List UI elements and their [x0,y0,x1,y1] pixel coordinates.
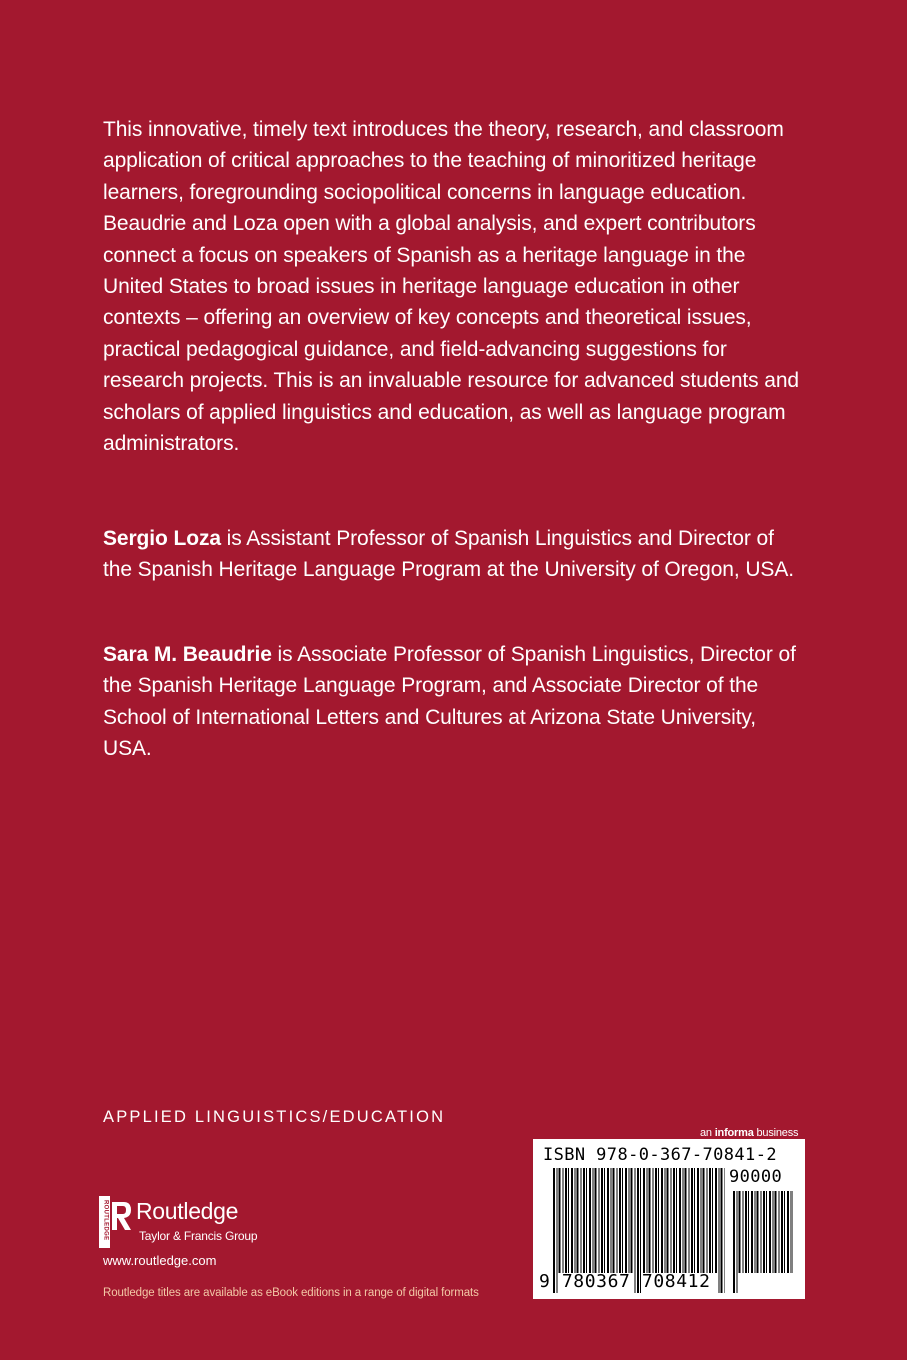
author-bio-text: is Assistant Professor of Spanish Linguistics and Director of the Spanish Heritage Language Program at the University of Oregon, USA. [103,527,794,582]
publisher-name: Routledge [136,1198,239,1224]
publisher-group: Taylor & Francis Group [139,1229,258,1243]
barcode-bar [577,1168,579,1273]
price-code: 90000 [729,1167,783,1187]
barcode-bar [779,1191,780,1273]
barcode-bar [769,1191,771,1273]
barcode-bar [712,1168,713,1273]
barcode-bar [775,1191,777,1273]
isbn-barcode [533,1139,805,1299]
barcode-bar [601,1168,603,1273]
barcode-bar [643,1168,645,1273]
barcode-bar [625,1168,627,1273]
barcode-bar [599,1168,600,1273]
barcode-bar [617,1168,618,1273]
barcode-bar [784,1191,785,1273]
barcode-bar [647,1168,648,1273]
barcode-bar [763,1191,765,1273]
author-bio-loza [103,523,803,586]
barcode-bar [766,1191,767,1273]
barcode-bar [733,1191,735,1293]
barcode-bar [709,1168,711,1273]
barcode-bar [631,1168,633,1273]
barcode-bar [649,1168,651,1273]
barcode-bar [589,1168,591,1273]
barcode-bar [721,1168,723,1293]
barcode-bar [691,1168,693,1273]
barcode-digits: 9 780367 708412 [539,1271,711,1292]
barcode-bar [571,1168,573,1273]
barcode-bar [661,1168,663,1273]
barcode-bar [575,1168,576,1273]
barcode-bar [586,1168,587,1273]
barcode-bar [568,1168,569,1273]
barcode-bar [581,1168,582,1273]
author-bio-text: is Associate Professor of Spanish Linguistics, Director of the Spanish Heritage Language Program, and Associate Director of the School of International Letters and Cultures at Arizona State University, USA. [103,643,796,761]
barcode-bar [703,1168,705,1273]
informa-brand: informa [714,1127,754,1139]
barcode-bar [737,1191,738,1293]
barcode-bar [781,1191,783,1273]
barcode-bar [563,1168,564,1273]
barcode-bar [689,1168,690,1273]
barcode-bar [559,1168,561,1273]
barcode-bar [583,1168,585,1273]
barcode-bar [593,1168,594,1273]
barcode-bar [683,1168,684,1273]
author-bio-beaudrie [103,639,803,765]
barcode-bar [685,1168,687,1273]
barcode-bar [653,1168,654,1273]
barcode-bar [604,1168,605,1273]
barcode-bar [748,1191,749,1273]
publisher-website[interactable]: www.routledge.com [103,1253,217,1268]
ebook-availability-note: Routledge titles are available as eBook editions in a range of digital formats [103,1287,479,1299]
barcode-bar [611,1168,612,1273]
barcode-bar [761,1191,762,1273]
barcode-bar [707,1168,708,1273]
barcode-bar [658,1168,659,1273]
barcode-bar [725,1168,726,1293]
barcode-bar [697,1168,699,1273]
author-name: Sergio Loza [103,527,221,550]
barcode-bar [667,1168,669,1273]
barcode-bar [791,1191,792,1273]
barcode-bar [751,1191,753,1273]
barcode-bar [676,1168,677,1273]
barcode-bar [793,1191,794,1273]
barcode-bar [757,1191,759,1273]
barcode-bar [619,1168,621,1273]
barcode-bar [715,1168,717,1273]
barcode-bar [665,1168,666,1273]
barcode-bar [655,1168,657,1273]
barcode-bar [673,1168,675,1273]
barcode-bar [694,1168,695,1273]
barcode-bar [622,1168,623,1273]
informa-business-tag: an informa business [700,1127,799,1139]
routledge-logo-icon [98,1196,132,1248]
barcode-bar [671,1168,672,1273]
barcode-bar [679,1168,681,1273]
barcode-bar [743,1191,744,1273]
barcode-bars-addon [733,1191,793,1293]
barcode-bar [607,1168,609,1273]
barcode-bar [565,1168,567,1273]
isbn-number: ISBN 978-0-367-70841-2 [543,1145,777,1165]
barcode-bar [773,1191,774,1273]
barcode-bar [629,1168,630,1273]
barcode-bar [787,1191,789,1273]
barcode-bar [595,1168,597,1273]
logo-vertical-text: ROUTLEDGE [102,1200,109,1241]
barcode-bar [755,1191,756,1273]
author-name: Sara M. Beaudrie [103,643,272,666]
barcode-bar [613,1168,615,1273]
barcode-bar [719,1168,720,1293]
barcode-bar [739,1191,741,1273]
subject-category: APPLIED LINGUISTICS/EDUCATION [103,1108,446,1126]
barcode-bar [745,1191,747,1273]
barcode-bar [701,1168,702,1273]
routledge-logo [98,1196,318,1256]
back-cover-blurb: This innovative, timely text introduces the theory, research, and classroom application of critical approaches to the teaching of minoritized heritage learners, foregrounding sociopolitical concerns in language education. Beaudrie and Loza open with a global analysis, and expert contributors connect a focus on speakers of Spanish as a heritage language in the United States to broad issues in heritage language education in other contexts – offering an overview of key concepts and theoretical issues, practical pedagogical guidance, and field-advancing suggestions for research projects. This is an invaluable resource for advanced students and scholars of applied linguistics and education, as well as language program administrators. [103,118,800,456]
